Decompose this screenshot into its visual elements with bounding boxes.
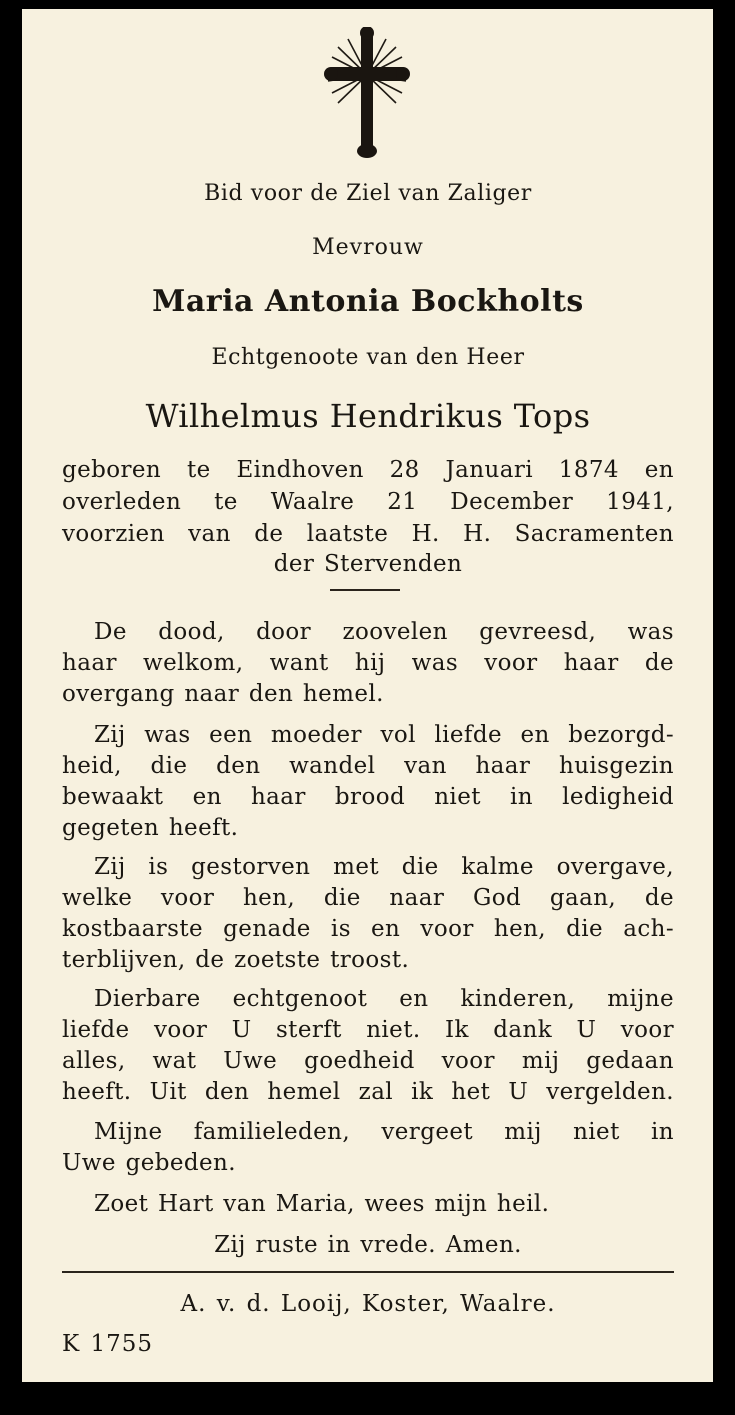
memorial-card [22,9,713,1382]
divider-short [330,589,400,591]
spouse-intro: Echtgenoote van den Heer [211,345,525,370]
paragraph-line: overgang naar den hemel. [62,681,384,707]
paragraph-line: Dierbare echtgenoot en kinderen, mijne [94,986,674,1012]
deceased-name: Maria Antonia Bockholts [152,284,584,319]
death-line: overleden te Waalre 21 December 1941, [62,489,674,515]
paragraph-line: alles, wat Uwe goedheid voor mij gedaan [62,1048,674,1074]
sacraments-line-end: der Stervenden [273,551,463,577]
paragraph-line: heid, die den wandel van haar huisgezin [62,753,674,779]
printer-credit: A. v. d. Looij, Koster, Waalre. [180,1291,556,1317]
sacraments-line: voorzien van de laatste H. H. Sacramenten [62,521,674,547]
invocation-line: Zoet Hart van Maria, wees mijn heil. [94,1191,550,1217]
paragraph-line: welke voor hen, die naar God gaan, de [62,885,674,911]
paragraph-line: gegeten heeft. [62,815,239,841]
paragraph-line: kostbaarste genade is en voor hen, die ach- [62,916,674,942]
paragraph-line: De dood, door zoovelen gevreesd, was [94,619,674,645]
birth-line: geboren te Eindhoven 28 Januari 1874 en [62,457,674,483]
paragraph-line: heeft. Uit den hemel zal ik het U vergelden. [62,1079,674,1105]
paragraph-line: Mijne familieleden, vergeet mij niet in [94,1119,674,1145]
paragraph-line: Uwe gebeden. [62,1150,236,1176]
paragraph-line: liefde voor U sterft niet. Ik dank U voor [62,1017,674,1043]
paragraph-line: bewaakt en haar brood niet in ledigheid [62,784,674,810]
honorific: Mevrouw [312,235,424,260]
card-code: K 1755 [62,1331,154,1357]
spouse-name: Wilhelmus Hendrikus Tops [145,397,591,435]
paragraph-line: Zij was een moeder vol liefde en bezorgd- [94,722,674,748]
divider-long [62,1271,674,1273]
prayer-heading: Bid voor de Ziel van Zaliger [204,181,532,206]
paragraph-line: terblijven, de zoetste troost. [62,947,410,973]
cross-with-rays-icon [324,27,410,159]
paragraph-line: haar welkom, want hij was voor haar de [62,650,674,676]
rest-in-peace-line: Zij ruste in vrede. Amen. [214,1232,522,1258]
paragraph-line: Zij is gestorven met die kalme overgave, [94,854,674,880]
